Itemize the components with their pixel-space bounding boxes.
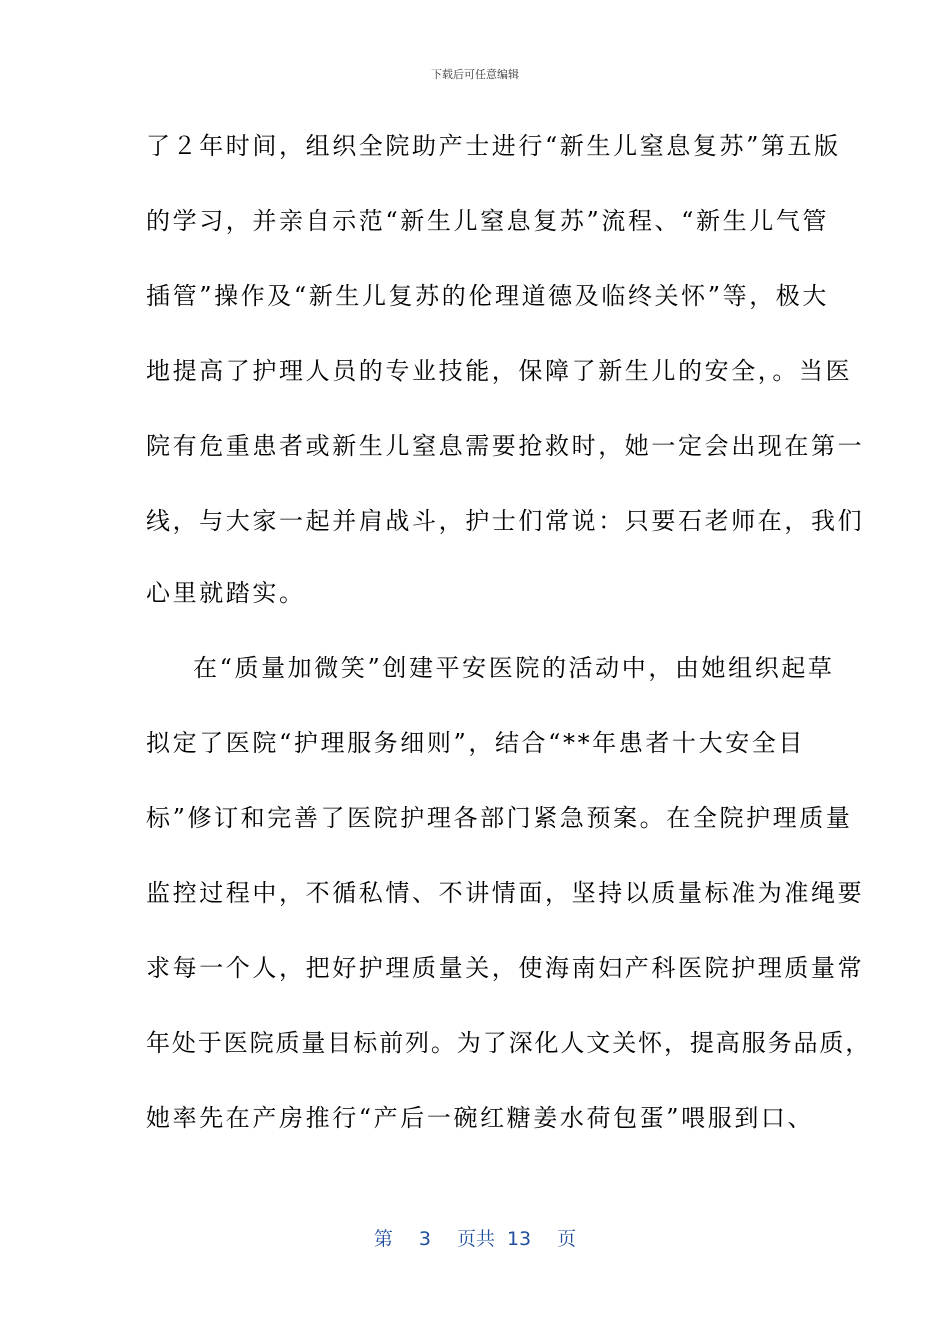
footer-prefix: 第 — [373, 1228, 393, 1250]
text-line: 了２年时间，组织全院助产士进行“新生儿窒息复苏”第五版 — [146, 132, 841, 160]
page-header: 下载后可任意编辑 — [431, 68, 519, 81]
text-line: 在“质量加微笑”创建平安医院的活动中，由她组织起草 — [193, 654, 835, 682]
text-line: 标”修订和完善了医院护理各部门紧急预案。在全院护理质量 — [146, 804, 853, 832]
text-line: 线，与大家一起并肩战斗，护士们常说：只要石老师在，我们 — [146, 507, 865, 535]
page-footer — [0, 1227, 950, 1251]
footer-page-number: 3 — [418, 1228, 431, 1250]
text-line: 监控过程中，不循私情、不讲情面，坚持以质量标准为准绳要 — [146, 879, 865, 907]
text-line: 拟定了医院“护理服务细则”，结合“**年患者十大安全目 — [146, 729, 806, 757]
text-line: 地提高了护理人员的专业技能，保障了新生儿的安全，。当医 — [146, 357, 853, 385]
footer-middle: 页共 — [456, 1228, 495, 1250]
footer-total-pages: 13 — [506, 1228, 532, 1250]
text-line: 求每一个人，把好护理质量关，使海南妇产科医院护理质量常 — [146, 954, 865, 982]
text-line: 的学习，并亲自示范“新生儿窒息复苏”流程、“新生儿气管 — [146, 207, 830, 235]
footer-suffix: 页 — [557, 1228, 577, 1250]
text-line: 年处于医院质量目标前列。为了深化人文关怀，提高服务品质， — [146, 1029, 872, 1057]
text-line: 她率先在产房推行“产后一碗红糖姜水荷包蛋”喂服到口、 — [146, 1104, 815, 1132]
text-line: 心里就踏实。 — [146, 579, 306, 607]
text-line: 插管”操作及“新生儿复苏的伦理道德及临终关怀”等，极大 — [146, 282, 830, 310]
text-line: 院有危重患者或新生儿窒息需要抢救时，她一定会出现在第一 — [146, 432, 865, 460]
